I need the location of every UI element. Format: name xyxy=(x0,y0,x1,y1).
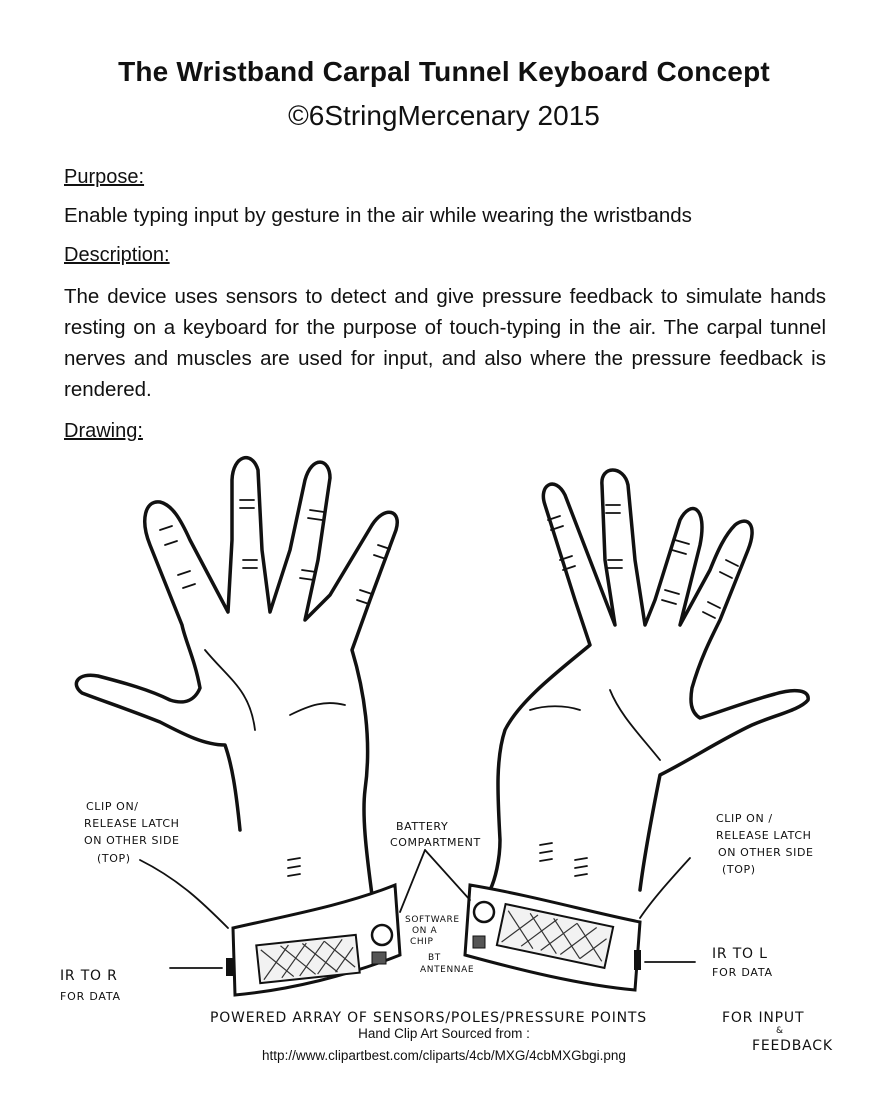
clip-right-label: CLIP ON / RELEASE LATCH ON OTHER SIDE (TOP) xyxy=(716,812,814,876)
ir-left-label: IR TO L FOR DATA xyxy=(712,946,773,979)
input-feedback-label: FOR INPUT & FEEDBACK xyxy=(722,1010,833,1054)
description-text: The device uses sensors to detect and give pressure feedback to simulate hands resting on a keyboard for the purpose of touch-typing in the air. The carpal tunnel nerves and muscles are used for input, and also where the pressure feedback is rendered. xyxy=(64,285,826,401)
left-chip xyxy=(372,952,386,964)
sensors-label: POWERED ARRAY OF SENSORS/POLES/PRESSURE POINTS xyxy=(210,1010,647,1026)
purpose-text: Enable typing input by gesture in the air while wearing the wristbands xyxy=(64,204,692,227)
right-battery-compartment xyxy=(474,902,494,922)
left-battery-compartment xyxy=(372,925,392,945)
left-ir-port xyxy=(226,958,233,976)
clip-left-label: CLIP ON/ RELEASE LATCH ON OTHER SIDE (TOP) xyxy=(84,800,180,865)
page-subtitle: ©6StringMercenary 2015 xyxy=(288,100,600,131)
credit-url: http://www.clipartbest.com/cliparts/4cb/MXG/4cbMXGbgi.png xyxy=(262,1048,626,1063)
page-title: The Wristband Carpal Tunnel Keyboard Concept xyxy=(118,56,770,87)
software-label: SOFTWARE ON A CHIP xyxy=(405,915,460,947)
credit-line-1: Hand Clip Art Sourced from : xyxy=(358,1026,530,1041)
right-wristband xyxy=(465,885,641,990)
antenna-label: BT ANTENNAE xyxy=(420,953,475,975)
hands-drawing xyxy=(0,440,888,1111)
right-ir-port xyxy=(634,950,641,970)
description-heading: Description: xyxy=(64,244,170,266)
right-hand-illustration xyxy=(490,470,808,890)
right-chip xyxy=(473,936,485,948)
purpose-heading: Purpose: xyxy=(64,166,145,188)
ir-right-label: IR TO R FOR DATA xyxy=(60,968,121,1003)
left-wristband xyxy=(226,885,400,995)
drawing-heading: Drawing: xyxy=(64,420,143,442)
battery-label: BATTERY COMPARTMENT xyxy=(390,820,481,849)
